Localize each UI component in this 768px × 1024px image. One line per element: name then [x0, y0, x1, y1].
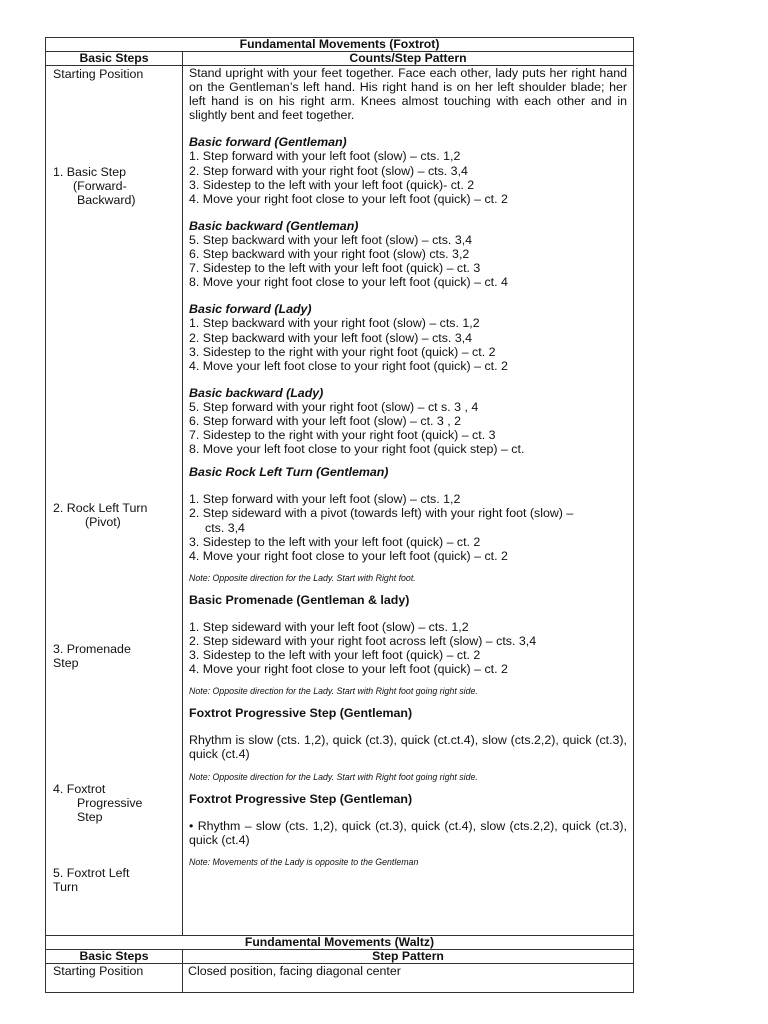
left-turn-text: [189, 819, 627, 847]
pattern-line: cts. 3,4: [205, 520, 245, 535]
step-5-sub: Turn: [53, 880, 79, 894]
step-1-sub-b: Backward): [77, 193, 136, 207]
waltz-title-row: [46, 936, 634, 950]
pattern-line: 1. Step forward with your left foot (slow) – cts. 1,2: [189, 492, 461, 507]
waltz-header-row: [46, 950, 634, 964]
step-1-label: 1. Basic Step: [53, 165, 127, 179]
basic-backward-gentleman-heading: Basic backward (Gentleman): [189, 218, 359, 233]
waltz-start-row: [46, 964, 634, 993]
step-4-label: 4. Foxtrot: [53, 782, 106, 796]
pattern-line: 2. Step backward with your left foot (slow) – cts. 3,4: [189, 330, 473, 345]
starting-position-text: Stand upright with your feet together. Face each other, lady puts her right hand on the Gentleman’s left hand. His right hand is on her left shoulder blade; her left hand is on his right arm. Knees almost touching with each other and in slightly bent and feet together.: [189, 66, 627, 123]
step-4-sub-a: Progressive: [77, 796, 143, 810]
foxtrot-body-row: [46, 66, 634, 936]
pattern-line: 6. Step forward with your left foot (slow) – ct. 3 , 2: [189, 413, 462, 428]
foxtrot-header-row: [46, 52, 634, 66]
waltz-col1-header: Basic Steps: [46, 950, 183, 964]
left-turn-rhythm: Rhythm – slow (cts. 1,2), quick (ct.3), quick (ct.4), slow (cts.2,2), quick (ct.3), quick (ct.4): [189, 818, 627, 847]
basic-forward-gentleman-heading: Basic forward (Gentleman): [189, 135, 347, 150]
pattern-line: 6. Step backward with your right foot (slow) cts. 3,2: [189, 247, 470, 262]
pattern-line: 4. Move your right foot close to your left foot (quick) – ct. 2: [189, 662, 508, 677]
pattern-line: 7. Sidestep to the right with your right foot (quick) – ct. 3: [189, 428, 496, 443]
promenade-heading: Basic Promenade (Gentleman & lady): [189, 592, 410, 607]
basic-forward-lady-heading: Basic forward (Lady): [189, 302, 312, 317]
promenade-note: Note: Opposite direction for the Lady. Start with Right foot going right side.: [189, 686, 478, 697]
pattern-line: 4. Move your right foot close to your left foot (quick) – ct. 2: [189, 191, 508, 206]
foxtrot-col2-header: Counts/Step Pattern: [183, 52, 634, 66]
bullet-icon: •: [189, 818, 194, 833]
step-3-sub: Step: [53, 656, 79, 670]
pattern-line: 2. Step sideward with your right foot across left (slow) – cts. 3,4: [189, 634, 537, 648]
left-turn-note: Note: Movements of the Lady is opposite to the Gentleman: [189, 856, 419, 867]
pattern-line: 2. Step forward with your right foot (slow) – cts. 3,4: [189, 163, 468, 178]
step-4-sub-b: Step: [77, 810, 103, 824]
pattern-line: 1. Step forward with your left foot (slow) – cts. 1,2: [189, 149, 461, 164]
progressive-heading: Foxtrot Progressive Step (Gentleman): [189, 706, 413, 721]
pattern-line: 3. Sidestep to the left with your left foot (quick)- ct. 2: [189, 177, 475, 192]
basic-steps-column: [46, 66, 183, 936]
left-turn-heading: Foxtrot Progressive Step (Gentleman): [189, 791, 413, 806]
pattern-line: 3. Sidestep to the left with your left foot (quick) – ct. 2: [189, 648, 481, 663]
waltz-starting-text: Closed position, facing diagonal center: [183, 964, 634, 993]
pattern-line: 7. Sidestep to the left with your left foot (quick) – ct. 3: [189, 261, 481, 276]
waltz-title: Fundamental Movements (Waltz): [46, 936, 634, 950]
rock-left-turn-heading: Basic Rock Left Turn (Gentleman): [189, 465, 389, 480]
step-2-label: 2. Rock Left Turn: [53, 501, 148, 515]
basic-backward-lady-heading: Basic backward (Lady): [189, 385, 324, 400]
waltz-starting-position: Starting Position: [46, 964, 183, 993]
rock-note: Note: Opposite direction for the Lady. Start with Right foot.: [189, 572, 416, 583]
foxtrot-title: Fundamental Movements (Foxtrot): [46, 38, 634, 52]
pattern-line: 2. Step sideward with a pivot (towards left) with your right foot (slow) –: [189, 506, 574, 521]
step-starting-position: Starting Position: [53, 67, 144, 81]
dance-steps-table: [45, 37, 634, 993]
foxtrot-title-row: [46, 38, 634, 52]
progressive-text: Rhythm is slow (cts. 1,2), quick (ct.3), quick (ct.ct.4), slow (cts.2,2), quick (ct.3), quick (ct.4): [189, 733, 627, 762]
pattern-line: 3. Sidestep to the right with your right foot (quick) – ct. 2: [189, 344, 496, 359]
pattern-line: 5. Step backward with your left foot (slow) – cts. 3,4: [189, 232, 473, 247]
step-3-label: 3. Promenade: [53, 642, 131, 656]
step-pattern-column: [183, 66, 634, 936]
foxtrot-col1-header: Basic Steps: [46, 52, 183, 66]
pattern-line: 1. Step backward with your right foot (slow) – cts. 1,2: [189, 316, 480, 331]
step-5-label: 5. Foxtrot Left: [53, 866, 130, 880]
pattern-line: 4. Move your right foot close to your left foot (quick) – ct. 2: [189, 548, 508, 563]
pattern-line: 8. Move your left foot close to your right foot (quick step) – ct.: [189, 442, 525, 457]
pattern-line: 5. Step forward with your right foot (slow) – ct s. 3 , 4: [189, 399, 479, 414]
waltz-col2-header: Step Pattern: [183, 950, 634, 964]
pattern-line: 1. Step sideward with your left foot (slow) – cts. 1,2: [189, 619, 469, 634]
pattern-line: 8. Move your right foot close to your left foot (quick) – ct. 4: [189, 275, 508, 290]
step-2-sub: (Pivot): [85, 515, 121, 529]
progressive-note: Note: Opposite direction for the Lady. Start with Right foot going right side.: [189, 771, 478, 782]
step-1-sub-a: (Forward-: [73, 179, 127, 193]
pattern-line: 4. Move your left foot close to your right foot (quick) – ct. 2: [189, 358, 508, 373]
pattern-line: 3. Sidestep to the left with your left foot (quick) – ct. 2: [189, 534, 481, 549]
